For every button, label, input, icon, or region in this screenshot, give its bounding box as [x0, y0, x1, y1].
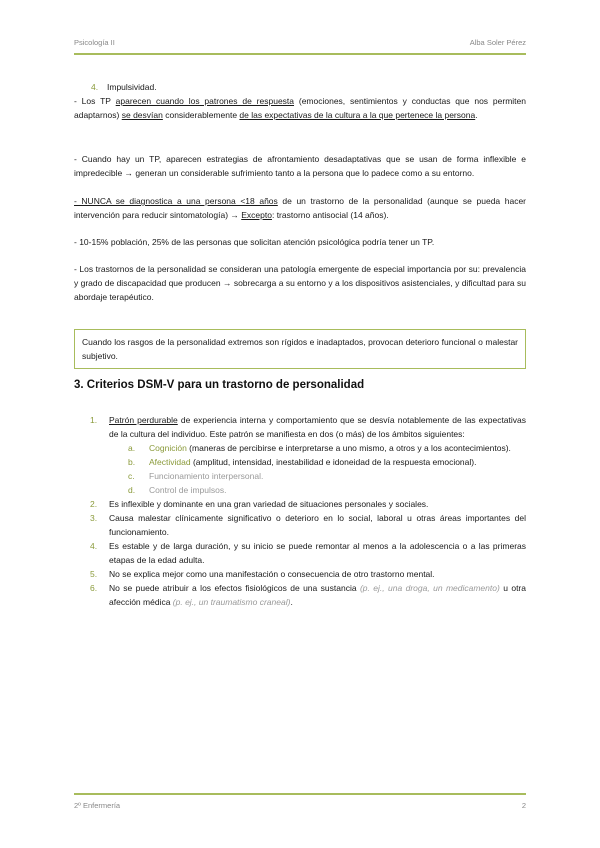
- sub-text: (amplitud, intensidad, inestabilidad e idoneidad de la respuesta emocional).: [190, 457, 477, 467]
- criterion-text: Es inflexible y dominante en una gran variedad de situaciones personales y sociales.: [109, 499, 429, 509]
- footer-left: 2º Enfermería: [74, 801, 121, 810]
- criterion-3: [90, 511, 526, 539]
- criterion-1: [90, 413, 526, 441]
- criterion-6: [90, 581, 526, 609]
- criterion-2: [90, 497, 526, 511]
- intro-text: [74, 80, 526, 304]
- header-rule: [74, 53, 526, 55]
- criterion-number: 4.: [90, 541, 98, 551]
- section-title: 3. Criterios DSM-V para un trastorno de personalidad: [74, 379, 365, 391]
- p3-underline1: - NUNCA se diagnostica a una persona <18 años: [74, 196, 278, 206]
- p1-text2: (emociones, sentimientos y conductas que nos permiten adaptarnos): [74, 96, 526, 120]
- criterion-text: Causa malestar clínicamente significativo o deterioro en lo social, laboral u otras áreas importantes del funcionamiento.: [109, 513, 526, 537]
- criterion-6-text3: .: [290, 597, 293, 607]
- criterion-5: [90, 567, 526, 581]
- sub-keyword: Control de impulsos.: [149, 485, 227, 495]
- sub-letter: a.: [128, 443, 136, 453]
- criterion-text: No se explica mejor como una manifestación o consecuencia de otro trastorno mental.: [109, 569, 435, 579]
- highlight-box: Cuando los rasgos de la personalidad extremos son rígidos e inadaptados, provocan deterioro funcional o malestar subjetivo.: [74, 329, 526, 369]
- p1-underline2: se desvían: [121, 110, 163, 120]
- criterion-number: 5.: [90, 569, 98, 579]
- criteria-list: [90, 413, 526, 609]
- criterion-number: 6.: [90, 583, 98, 593]
- criterion-1b: [90, 455, 526, 469]
- criterion-1a: [90, 441, 526, 455]
- criterion-6-example1: (p. ej., una droga, un medicamento): [359, 583, 500, 593]
- criterion-4: [90, 539, 526, 567]
- p1-underline3: de las expectativas de la cultura a la que pertenece la persona: [239, 110, 476, 120]
- item-number: 4.: [91, 82, 99, 92]
- sub-letter: b.: [128, 457, 136, 467]
- header-right: Alba Soler Pérez: [469, 38, 526, 47]
- criterion-6-text1: No se puede atribuir a los efectos fisiológicos de una sustancia: [109, 583, 360, 593]
- sub-letter: d.: [128, 485, 136, 495]
- p1-underline1: aparecen cuando los patrones de respuesta: [115, 96, 295, 106]
- criterion-number: 2.: [90, 499, 98, 509]
- p1-text3: considerablemente: [162, 110, 240, 120]
- criterion-text: Es estable y de larga duración, y su inicio se puede remontar al menos a la adolescencia o a las primeras etapas de la edad adulta.: [109, 541, 526, 565]
- criterion-number: 1.: [90, 415, 98, 425]
- criterion-1-text: de experiencia interna y comportamiento que se desvía notablemente de las expectativas de la cultura del individuo. Este patrón se manifiesta en dos (o más) de los ámbitos siguientes:: [109, 415, 527, 439]
- p1-text4: .: [475, 110, 478, 120]
- item-impulsividad: [74, 80, 526, 94]
- criterion-1-underline: Patrón perdurable: [109, 415, 178, 425]
- criterion-1d: [90, 483, 526, 497]
- p3-text2: : trastorno antisocial (14 años).: [271, 210, 389, 220]
- criterion-1c: [90, 469, 526, 483]
- p3-underline2: Excepto: [241, 210, 272, 220]
- sub-text: (maneras de percibirse e interpretarse a uno mismo, a otros y a los acontecimientos).: [186, 443, 511, 453]
- sub-keyword: Afectividad: [149, 457, 191, 467]
- paragraph-tp-definition: [74, 94, 526, 122]
- p1-text1: - Los TP: [74, 96, 116, 106]
- p3-text1: de un trastorno de la personalidad (aunque se pueda hacer intervención para reducir sintomatología) →: [74, 196, 526, 220]
- sub-keyword: Cognición: [149, 443, 187, 453]
- criterion-6-text2: u otra afección médica: [109, 583, 526, 607]
- footer-rule: [74, 793, 526, 795]
- criterion-6-example2: (p. ej., un traumatismo craneal): [172, 597, 291, 607]
- criterion-number: 3.: [90, 513, 98, 523]
- paragraph-diagnosis-age: [74, 194, 526, 222]
- paragraph-strategies: - Cuando hay un TP, aparecen estrategias de afrontamiento desadaptativas que se usan de forma inflexible e impredecible → generan un considerable sufrimiento tanto a la persona que lo padece como a su entorno.: [74, 154, 526, 178]
- sub-letter: c.: [128, 471, 135, 481]
- item-label: Impulsividad.: [107, 82, 157, 92]
- paragraph-emerging-pathology: - Los trastornos de la personalidad se consideran una patología emergente de especial importancia por su: prevalencia y grado de discapacidad que producen → sobrecarga a su entorno y a los dispositivos asistenciales, y dificultad para su abordaje terapéutico.: [74, 264, 526, 302]
- header-left: Psicología II: [74, 38, 115, 47]
- paragraph-prevalence: - 10-15% población, 25% de las personas que solicitan atención psicológica podría tener un TP.: [74, 237, 435, 247]
- page-number: 2: [521, 801, 526, 810]
- sub-keyword: Funcionamiento interpersonal.: [149, 471, 264, 481]
